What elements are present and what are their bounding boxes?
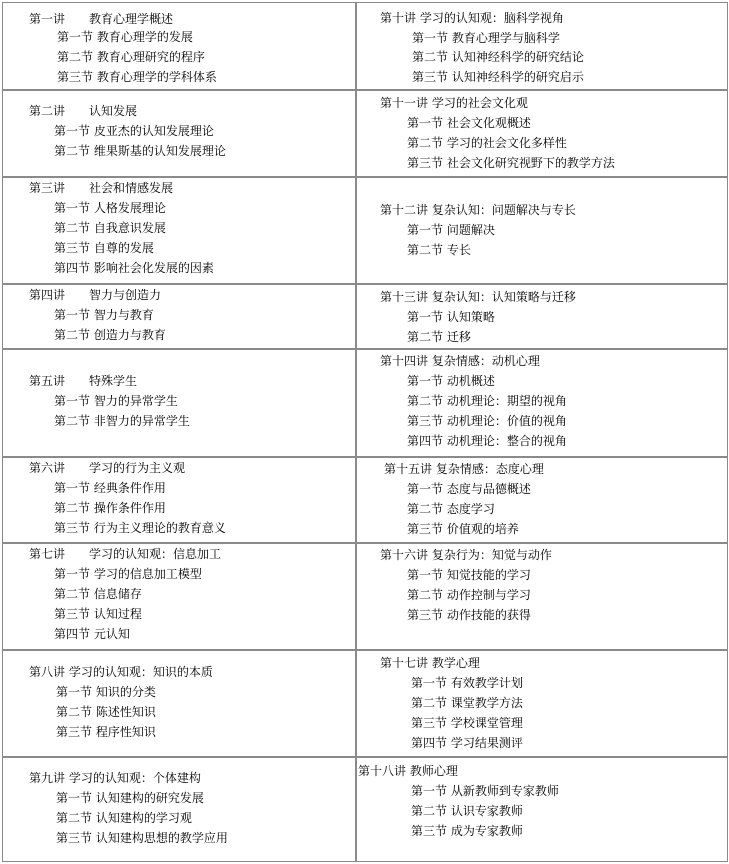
section-item: 第二节 动机理论：期望的视角 — [407, 394, 567, 408]
lecture-title: 第十五讲 复杂情感：态度心理 — [384, 462, 544, 476]
lecture-title: 第六讲 学习的行为主义观 — [29, 461, 186, 475]
section-item: 第一节 智力与教育 — [54, 308, 154, 322]
lecture-title: 第十一讲 学习的社会文化观 — [380, 96, 528, 110]
lecture-cell — [2, 757, 356, 862]
section-item: 第一节 动机概述 — [407, 374, 495, 388]
section-item: 第三节 自尊的发展 — [54, 241, 154, 255]
section-item: 第二节 自我意识发展 — [54, 221, 166, 235]
lecture-cell — [356, 90, 728, 177]
section-item: 第四节 元认知 — [54, 627, 130, 641]
section-item: 第二节 信息储存 — [54, 587, 142, 601]
section-item: 第二节 态度学习 — [407, 502, 495, 516]
section-item: 第三节 价值观的培养 — [407, 522, 519, 536]
section-item: 第二节 操作条件作用 — [54, 501, 166, 515]
lecture-cell — [356, 284, 728, 349]
section-item: 第三节 认知神经科学的研究启示 — [412, 70, 584, 84]
lecture-title: 第十六讲 复杂行为：知觉与动作 — [380, 548, 552, 562]
section-item: 第三节 认知建构思想的教学应用 — [56, 831, 228, 845]
section-item: 第一节 教育心理学的发展 — [57, 30, 193, 44]
section-item: 第二节 认知神经科学的研究结论 — [412, 50, 584, 64]
section-item: 第二节 创造力与教育 — [54, 328, 166, 342]
section-item: 第一节 认知策略 — [407, 310, 495, 324]
section-item: 第四节 动机理论：整合的视角 — [407, 434, 567, 448]
lecture-cell — [356, 757, 728, 862]
lecture-title: 第八讲 学习的认知观：知识的本质 — [29, 665, 213, 679]
lecture-title: 第十八讲 教师心理 — [358, 764, 458, 778]
lecture-cell — [2, 543, 356, 650]
section-item: 第二节 维果斯基的认知发展理论 — [54, 144, 226, 158]
section-item: 第二节 迁移 — [407, 330, 471, 344]
section-item: 第一节 社会文化观概述 — [407, 116, 531, 130]
lecture-cell — [2, 457, 356, 543]
lecture-cell — [356, 2, 728, 90]
section-item: 第一节 态度与品德概述 — [407, 482, 531, 496]
section-item: 第一节 教育心理学与脑科学 — [412, 31, 560, 45]
lecture-title: 第二讲 认知发展 — [29, 104, 138, 118]
lecture-title: 第一讲 教育心理学概述 — [29, 12, 174, 26]
section-item: 第四节 学习结果测评 — [411, 736, 523, 750]
section-item: 第一节 知识的分类 — [56, 685, 156, 699]
lecture-cell — [2, 650, 356, 757]
section-item: 第二节 教育心理研究的程序 — [57, 50, 205, 64]
lecture-cell — [2, 349, 356, 457]
section-item: 第一节 问题解决 — [407, 223, 495, 237]
section-item: 第一节 人格发展理论 — [54, 201, 166, 215]
section-item: 第一节 经典条件作用 — [54, 481, 166, 495]
section-item: 第二节 学习的社会文化多样性 — [407, 136, 567, 150]
lecture-cell — [2, 2, 356, 90]
section-item: 第二节 课堂教学方法 — [411, 696, 523, 710]
section-item: 第三节 成为专家教师 — [411, 824, 523, 838]
lecture-title: 第十七讲 教学心理 — [380, 656, 480, 670]
lecture-title: 第十四讲 复杂情感：动机心理 — [380, 354, 540, 368]
section-item: 第三节 程序性知识 — [56, 725, 156, 739]
lecture-cell — [356, 457, 728, 543]
lecture-cell — [356, 349, 728, 457]
lecture-cell — [2, 284, 356, 349]
section-item: 第二节 认识专家教师 — [411, 804, 523, 818]
lecture-title: 第十三讲 复杂认知：认知策略与迁移 — [380, 290, 576, 304]
section-item: 第三节 动机理论：价值的视角 — [407, 414, 567, 428]
section-item: 第二节 陈述性知识 — [56, 705, 156, 719]
section-item: 第三节 动作技能的获得 — [407, 608, 531, 622]
lecture-cell — [356, 177, 728, 284]
section-item: 第二节 动作控制与学习 — [407, 588, 531, 602]
lecture-title: 第九讲 学习的认知观：个体建构 — [29, 771, 201, 785]
section-item: 第二节 非智力的异常学生 — [54, 414, 190, 428]
lecture-title: 第四讲 智力与创造力 — [29, 288, 162, 302]
section-item: 第一节 皮亚杰的认知发展理论 — [54, 124, 214, 138]
lecture-title: 第十二讲 复杂认知：问题解决与专长 — [380, 203, 576, 217]
section-item: 第三节 教育心理学的学科体系 — [57, 70, 217, 84]
section-item: 第一节 知觉技能的学习 — [407, 568, 531, 582]
lecture-cell — [2, 90, 356, 177]
section-item: 第一节 认知建构的研究发展 — [56, 791, 204, 805]
lecture-title: 第三讲 社会和情感发展 — [29, 181, 174, 195]
section-item: 第三节 认知过程 — [54, 607, 142, 621]
section-item: 第一节 从新教师到专家教师 — [411, 784, 559, 798]
lecture-cell — [356, 543, 728, 650]
section-item: 第四节 影响社会化发展的因素 — [54, 261, 214, 275]
lecture-title: 第七讲 学习的认知观：信息加工 — [29, 547, 222, 561]
lecture-cell — [356, 650, 728, 757]
section-item: 第一节 学习的信息加工模型 — [54, 567, 202, 581]
section-item: 第一节 智力的异常学生 — [54, 394, 178, 408]
section-item: 第三节 社会文化研究视野下的教学方法 — [407, 156, 615, 170]
section-item: 第一节 有效教学计划 — [411, 676, 523, 690]
lecture-title: 第十讲 学习的认知观：脑科学视角 — [380, 11, 564, 25]
section-item: 第二节 专长 — [407, 243, 471, 257]
section-item: 第三节 学校课堂管理 — [411, 716, 523, 730]
lecture-title: 第五讲 特殊学生 — [29, 374, 138, 388]
section-item: 第三节 行为主义理论的教育意义 — [54, 521, 226, 535]
section-item: 第二节 认知建构的学习观 — [56, 811, 192, 825]
lecture-cell — [2, 177, 356, 284]
